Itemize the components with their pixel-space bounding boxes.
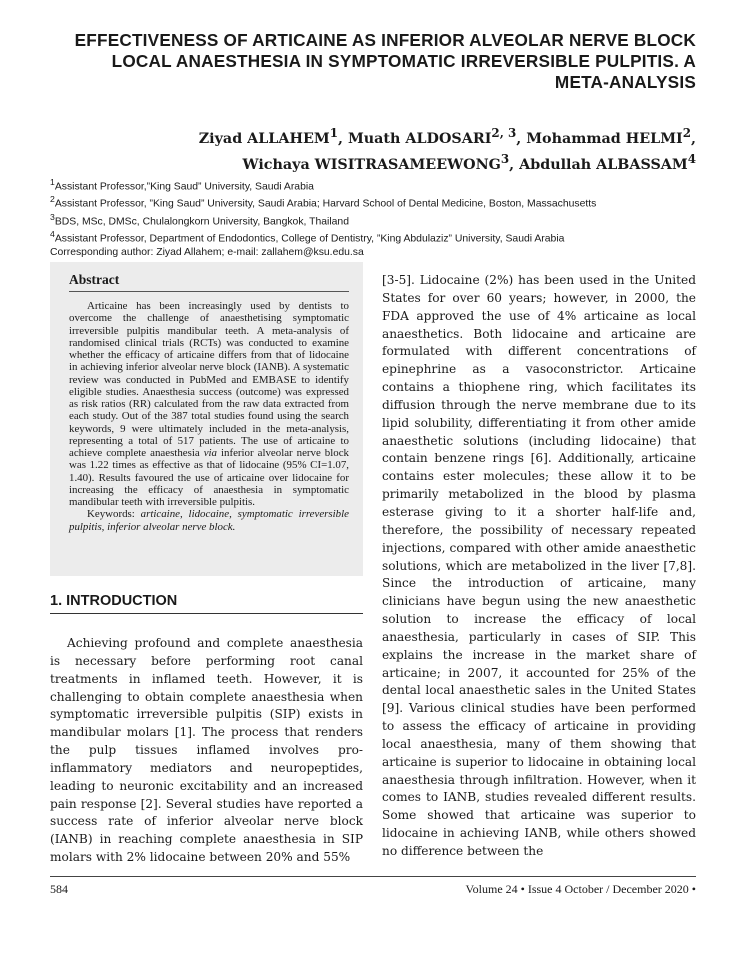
abstract-text: Articaine has been increasingly used by dentists to overcome the challenge of anaesthetising symptomatic irreversible pulpitis mandibular teeth. A meta-analysis of randomised clinical trials (RCTs) was conducted to examine whether the efficacy of articaine differs from that of lidocaine in achieving inferior alveolar nerve block (IANB). A systematic review was conducted in PubMed and EMBASE to identify eligible studies. Anaesthesia success (outcome) was expressed as risk ratios (RR) calculated from the raw data extracted from each study. Out of the 387 total studies found using the search keywords, 9 were ultimately included in the meta-analysis, representing a total of 517 patients. The use of articaine to achieve complete anaesthesia: [69, 300, 349, 459]
author-name: Wichaya WISITRASAMEEWONG: [242, 156, 501, 173]
author-separator: ,: [516, 130, 527, 147]
author-affiliation-mark: 3: [500, 151, 510, 166]
abstract-body: [69, 300, 349, 508]
author-affiliation-mark: 2, 3: [491, 126, 517, 140]
author-list: [100, 123, 696, 175]
affiliation-mark: 4: [50, 229, 55, 240]
abstract-text: inferior alveolar nerve block was 1.22 times as effective as that of lidocaine (95% CI=1.07, 1.40). Results favoured the use of articaine over lidocaine for increasing the efficacy of anaesthesia in symptomatic mandibular teeth with irreversible pulpitis.: [69, 447, 350, 508]
author-name: Ziyad ALLAHEM: [198, 130, 330, 147]
affiliations: [50, 176, 710, 259]
affiliation-line: [50, 228, 710, 245]
right-column-text: [3-5]. Lidocaine (2%) has been used in the United States for over 60 years; however, in 2000, the FDA approved the use of 4% articaine as local anaesthetics. Both lidocaine and articaine are formulated with different concentrations of epinephrine as a vasoconstrictor. Articaine contains a thiophene ring, which facilitates its diffusion through the nerve membrane due to its lipid solubility, differentiating it from other amide anaesthetic solutions (including lidocaine) that contain benzene rings [6]. Additionally, articaine contains ester molecules; these allow it to be primarily metabolized in the blood by plasma esterase giving to it a shorter half-life and, therefore, the possibility of necessary repeated injections, compared with other amide anaesthetic solutions, which are metabolized in the liver [7,8]. Since the introduction of articaine, many clinicians have begun using the new anaesthetic solution to increase the efficacy of local anaesthesia, particularly in cases of SIP. This explains the increase in the market share of articaine; in 2007, it accounted for 25% of the dental local anaesthetic sales in the United States [9]. Various clinical studies have been performed to assess the efficacy of articaine in providing local anaesthesia, many of them showing that articaine is superior to lidocaine in obtaining local anaesthesia through infiltration. However, when it comes to IANB, studies revealed different results. Some showed that articaine was superior to lidocaine in achieving IANB, while others showed no difference between the: [382, 273, 696, 858]
section-heading-introduction: 1. INTRODUCTION: [50, 593, 363, 614]
abstract-heading: Abstract: [69, 272, 349, 292]
affiliation-line: [50, 193, 710, 210]
author-affiliation-mark: 1: [329, 126, 338, 140]
affiliation-mark: 2: [50, 194, 55, 205]
author-separator: ,: [337, 130, 348, 147]
author-separator: ,: [691, 130, 696, 147]
affiliation-line: [50, 211, 710, 228]
article-title: EFFECTIVENESS OF ARTICAINE AS INFERIOR ALVEOLAR NERVE BLOCK LOCAL ANAESTHESIA IN SYMPTOMATIC IRREVERSIBLE PULPITIS. A META-ANALYSIS: [74, 30, 696, 92]
footer-divider: [50, 876, 696, 877]
introduction-paragraph: Achieving profound and complete anaesthesia is necessary before performing root canal treatments in inflamed teeth. However, it is challenging to obtain complete anaesthesia when symptomatic irreversible pulpitis (SIP) exists in mandibular molars [1]. The process that renders the pulp tissues inflamed involves pro-inflammatory mediators and neuropeptides, leading to neuronic excitability and an increased pain response [2]. Several studies have reported a success rate of inferior alveolar nerve block (IANB) in reaching complete anaesthesia in SIP molars with 2% lidocaine between 20% and 55%: [50, 636, 363, 865]
abstract-box: [50, 262, 363, 576]
author-name: Mohammad HELMI: [526, 130, 683, 147]
author-separator: ,: [509, 156, 520, 173]
affiliation-mark: 3: [50, 211, 55, 222]
page-number: 584: [50, 882, 68, 896]
corresponding-author: Corresponding author: Ziyad Allahem; e-mail: zallahem@ksu.edu.sa: [50, 246, 364, 258]
affiliation-text: Assistant Professor, ”King Saud” University, Saudi Arabia; Harvard School of Dental Medicine, Boston, Massachusetts: [54, 198, 597, 210]
affiliation-text: BDS, MSc, DMSc, Chulalongkorn University, Bangkok, Thailand: [54, 216, 349, 228]
author-name: Abdullah ALBASSAM: [519, 156, 688, 173]
affiliation-mark: 1: [50, 177, 55, 187]
keywords-label: Keywords:: [87, 508, 141, 521]
author-name: Muath ALDOSARI: [347, 130, 492, 147]
affiliation-text: Assistant Professor,”King Saud” University, Saudi Arabia: [54, 181, 314, 193]
author-affiliation-mark: 4: [687, 151, 696, 166]
keywords-list: articaine, lidocaine, symptomatic irreversible pulpitis, inferior alveolar nerve block.: [69, 508, 349, 533]
abstract-keywords: [69, 508, 349, 533]
affiliation-line: [50, 176, 710, 193]
abstract-italic-word: via: [203, 447, 217, 459]
author-affiliation-mark: 2: [682, 126, 692, 140]
affiliation-text: Assistant Professor, Department of Endodontics, College of Dentistry, ”King Abdulaziz” University, Saudi Arabia: [54, 233, 565, 245]
journal-issue-info: Volume 24 • Issue 4 October / December 2020 •: [465, 882, 696, 896]
